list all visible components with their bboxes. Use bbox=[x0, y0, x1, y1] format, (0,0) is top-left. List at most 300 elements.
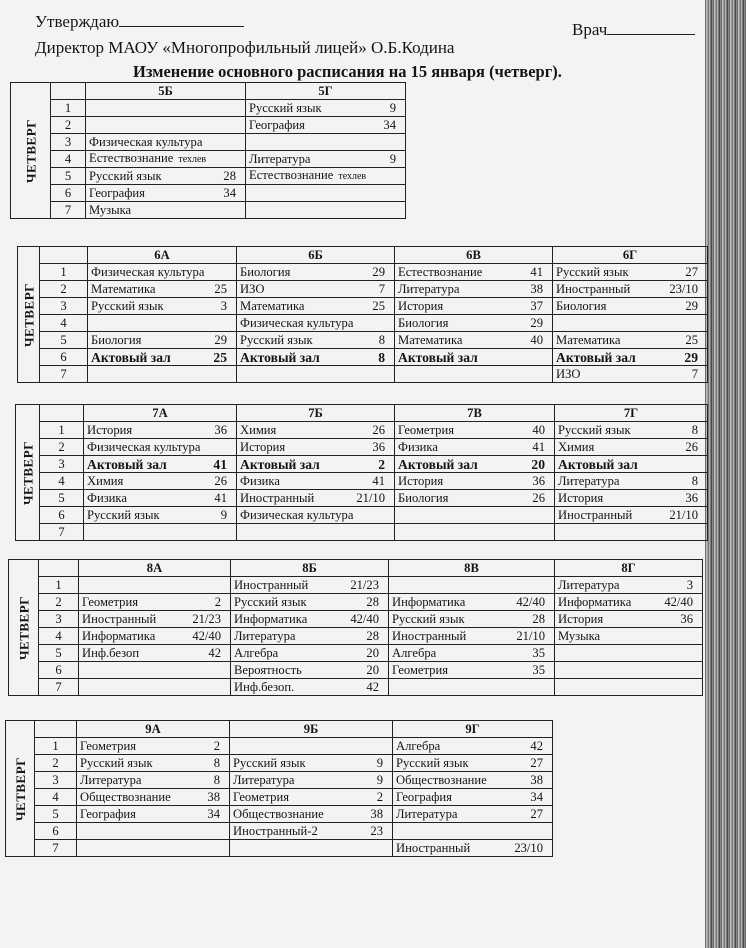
lesson-cell bbox=[389, 679, 555, 696]
room-number: 26 bbox=[372, 422, 385, 437]
lesson-cell bbox=[395, 456, 555, 473]
lesson-cell bbox=[84, 473, 237, 490]
lesson-cell bbox=[389, 628, 555, 645]
lesson-cell bbox=[553, 332, 708, 349]
room-number: 28 bbox=[223, 168, 236, 183]
room-number: 38 bbox=[207, 789, 220, 804]
lesson-cell bbox=[86, 134, 246, 151]
subject-name: Алгебра bbox=[396, 738, 441, 753]
corner-cell bbox=[40, 405, 84, 422]
subject-name: География bbox=[80, 806, 136, 821]
lesson-cell bbox=[555, 439, 708, 456]
lesson-cell bbox=[237, 264, 395, 281]
lesson-cell bbox=[395, 507, 555, 524]
lesson-cell bbox=[88, 264, 237, 281]
lesson-row bbox=[6, 840, 553, 857]
lesson-cell bbox=[555, 577, 703, 594]
lesson-number: 7 bbox=[40, 366, 88, 383]
subject-name: Иностранный bbox=[556, 281, 631, 296]
lesson-cell bbox=[555, 594, 703, 611]
room-number: 36 bbox=[685, 490, 698, 505]
room-number: 27 bbox=[530, 806, 543, 821]
lesson-cell bbox=[555, 473, 708, 490]
room-number: 21/10 bbox=[516, 628, 545, 643]
room-number: 21/23 bbox=[350, 577, 379, 592]
schedule-table bbox=[8, 559, 703, 696]
lesson-cell bbox=[77, 789, 230, 806]
room-number: 21/10 bbox=[669, 507, 698, 522]
subject-name: География bbox=[89, 185, 145, 200]
room-number: 8 bbox=[213, 772, 220, 787]
room-number: 38 bbox=[530, 772, 543, 787]
lesson-number: 2 bbox=[35, 755, 77, 772]
room-number: 36 bbox=[214, 422, 227, 437]
lesson-cell bbox=[230, 789, 393, 806]
room-number: 9 bbox=[376, 772, 383, 787]
room-number: 20 bbox=[531, 456, 545, 472]
room-number: 41 bbox=[372, 473, 385, 488]
lesson-cell bbox=[395, 332, 553, 349]
subject-name: Иностранный bbox=[558, 507, 633, 522]
lesson-cell bbox=[237, 332, 395, 349]
page-title: Изменение основного расписания на 15 января (четверг). bbox=[133, 62, 562, 81]
subject-name: Биология bbox=[398, 490, 449, 505]
lesson-cell bbox=[231, 611, 389, 628]
subject-name: Актовый зал bbox=[91, 349, 171, 365]
subject-name: Русский язык bbox=[558, 422, 631, 437]
lesson-cell bbox=[84, 524, 237, 541]
lesson-cell bbox=[237, 422, 395, 439]
corner-cell bbox=[39, 560, 79, 577]
subject-name: Музыка bbox=[558, 628, 601, 643]
lesson-cell bbox=[395, 439, 555, 456]
room-number: 8 bbox=[691, 422, 698, 437]
lesson-number: 5 bbox=[51, 168, 86, 185]
room-number: 23 bbox=[370, 823, 383, 838]
subject-name: Литература bbox=[80, 772, 142, 787]
lesson-cell bbox=[231, 662, 389, 679]
subject-name: Иностранный-2 bbox=[233, 823, 318, 838]
subject-name: Актовый зал bbox=[87, 456, 167, 472]
lesson-cell bbox=[555, 507, 708, 524]
lesson-number: 5 bbox=[39, 645, 79, 662]
room-number: 28 bbox=[366, 628, 379, 643]
lesson-number: 7 bbox=[51, 202, 86, 219]
lesson-number: 3 bbox=[40, 298, 88, 315]
lesson-row bbox=[6, 823, 553, 840]
subject-name: Физическая культура bbox=[89, 134, 203, 149]
lesson-number: 5 bbox=[40, 332, 88, 349]
room-number: 27 bbox=[685, 264, 698, 279]
room-number: 21/10 bbox=[356, 490, 385, 505]
room-number: 42 bbox=[530, 738, 543, 753]
room-number: 8 bbox=[691, 473, 698, 488]
lesson-cell bbox=[88, 366, 237, 383]
lesson-cell bbox=[237, 315, 395, 332]
day-label: ЧЕТВЕРГ bbox=[16, 405, 40, 541]
room-number: 42/40 bbox=[192, 628, 221, 643]
lesson-row bbox=[16, 473, 708, 490]
class-header: 5Г bbox=[246, 83, 406, 100]
room-number: 9 bbox=[389, 100, 396, 115]
lesson-cell bbox=[77, 823, 230, 840]
table-header-row bbox=[16, 405, 708, 422]
subject-name: ИЗО bbox=[240, 281, 265, 296]
lesson-cell bbox=[230, 738, 393, 755]
lesson-cell bbox=[237, 349, 395, 366]
corner-cell bbox=[51, 83, 86, 100]
lesson-number: 3 bbox=[40, 456, 84, 473]
room-number: 40 bbox=[532, 422, 545, 437]
lesson-cell bbox=[230, 823, 393, 840]
schedule-table bbox=[5, 720, 553, 857]
class-header: 9Б bbox=[230, 721, 393, 738]
room-number: 25 bbox=[213, 349, 227, 365]
lesson-number: 5 bbox=[35, 806, 77, 823]
lesson-number: 4 bbox=[51, 151, 86, 168]
subject-name: Литература bbox=[558, 473, 620, 488]
lesson-cell bbox=[553, 281, 708, 298]
approve-label: Утверждаю bbox=[35, 12, 120, 31]
class-header: 6Г bbox=[553, 247, 708, 264]
subject-name: Геометрия bbox=[80, 738, 137, 753]
room-number: 26 bbox=[214, 473, 227, 488]
subject-name: Русский язык bbox=[240, 332, 313, 347]
lesson-cell bbox=[230, 755, 393, 772]
subject-name: Информатика bbox=[392, 594, 466, 609]
room-number: 37 bbox=[530, 298, 543, 313]
lesson-cell bbox=[86, 151, 246, 168]
lesson-cell bbox=[246, 202, 406, 219]
table-header-row bbox=[18, 247, 708, 264]
subject-name: Иностранный bbox=[82, 611, 157, 626]
room-number: 29 bbox=[685, 298, 698, 313]
lesson-number: 7 bbox=[35, 840, 77, 857]
lesson-cell bbox=[237, 298, 395, 315]
subject-name: Иностранный bbox=[396, 840, 471, 855]
lesson-cell bbox=[86, 202, 246, 219]
subject-name: Геометрия bbox=[233, 789, 290, 804]
lesson-number: 3 bbox=[35, 772, 77, 789]
class-header: 9Г bbox=[393, 721, 553, 738]
lesson-cell bbox=[395, 264, 553, 281]
subject-name: Естествознание bbox=[249, 168, 334, 182]
subject-name: Музыка bbox=[89, 202, 132, 217]
day-label: ЧЕТВЕРГ bbox=[11, 83, 51, 219]
subject-name: Иностранный bbox=[240, 490, 315, 505]
class-header: 5Б bbox=[86, 83, 246, 100]
lesson-cell bbox=[393, 755, 553, 772]
lesson-cell bbox=[84, 456, 237, 473]
room-number: 23/10 bbox=[669, 281, 698, 296]
room-number: 29 bbox=[530, 315, 543, 330]
room-number: 25 bbox=[372, 298, 385, 313]
lesson-row bbox=[6, 772, 553, 789]
lesson-cell bbox=[393, 823, 553, 840]
room-number: 42/40 bbox=[664, 594, 693, 609]
lesson-cell bbox=[79, 611, 231, 628]
stacked-pages-edge bbox=[705, 0, 746, 948]
subject-name: Естествознание bbox=[89, 151, 174, 165]
lesson-row bbox=[11, 151, 406, 168]
subject-name: ИЗО bbox=[556, 366, 581, 381]
subject-name: Литература bbox=[398, 281, 460, 296]
subject-name: История bbox=[240, 439, 286, 454]
lesson-cell bbox=[555, 490, 708, 507]
lesson-row bbox=[9, 577, 703, 594]
lesson-cell bbox=[395, 490, 555, 507]
schedule-table bbox=[15, 404, 708, 541]
lesson-cell bbox=[395, 315, 553, 332]
subject-name: Русский язык bbox=[249, 100, 322, 115]
room-number: 20 bbox=[366, 645, 379, 660]
room-number: 36 bbox=[680, 611, 693, 626]
lesson-cell bbox=[237, 366, 395, 383]
room-number: 42/40 bbox=[516, 594, 545, 609]
approval-line bbox=[35, 12, 244, 32]
teacher-note: техлев bbox=[338, 171, 367, 182]
lesson-cell bbox=[553, 349, 708, 366]
room-number: 28 bbox=[366, 594, 379, 609]
table-header-row bbox=[11, 83, 406, 100]
lesson-number: 1 bbox=[40, 264, 88, 281]
subject-name: Инф.безоп bbox=[82, 645, 140, 660]
room-number: 2 bbox=[214, 594, 221, 609]
lesson-cell bbox=[555, 422, 708, 439]
schedule-table bbox=[10, 82, 406, 219]
class-header: 7Г bbox=[555, 405, 708, 422]
lesson-cell bbox=[77, 806, 230, 823]
day-label: ЧЕТВЕРГ bbox=[18, 247, 40, 383]
subject-name: Физика bbox=[240, 473, 280, 488]
lesson-cell bbox=[395, 366, 553, 383]
subject-name: Математика bbox=[240, 298, 305, 313]
lesson-cell bbox=[237, 490, 395, 507]
lesson-cell bbox=[389, 662, 555, 679]
class-header: 7А bbox=[84, 405, 237, 422]
subject-name: Физическая культура bbox=[240, 315, 354, 330]
lesson-cell bbox=[237, 439, 395, 456]
lesson-cell bbox=[395, 298, 553, 315]
subject-name: Геометрия bbox=[82, 594, 139, 609]
subject-name: Математика bbox=[556, 332, 621, 347]
room-number: 2 bbox=[378, 456, 385, 472]
lesson-row bbox=[9, 628, 703, 645]
lesson-cell bbox=[230, 806, 393, 823]
lesson-row bbox=[9, 662, 703, 679]
subject-name: Актовый зал bbox=[558, 456, 638, 472]
lesson-row bbox=[11, 168, 406, 185]
lesson-number: 3 bbox=[51, 134, 86, 151]
room-number: 29 bbox=[214, 332, 227, 347]
lesson-cell bbox=[84, 507, 237, 524]
lesson-row bbox=[18, 366, 708, 383]
lesson-number: 1 bbox=[51, 100, 86, 117]
class-header: 6В bbox=[395, 247, 553, 264]
lesson-cell bbox=[555, 456, 708, 473]
subject-name: История bbox=[398, 298, 444, 313]
lesson-cell bbox=[79, 577, 231, 594]
lesson-number: 2 bbox=[51, 117, 86, 134]
lesson-row bbox=[9, 594, 703, 611]
subject-name: Русский язык bbox=[91, 298, 164, 313]
subject-name: Математика bbox=[398, 332, 463, 347]
lesson-cell bbox=[231, 577, 389, 594]
lesson-number: 6 bbox=[40, 349, 88, 366]
subject-name: Физическая культура bbox=[91, 264, 205, 279]
room-number: 34 bbox=[207, 806, 220, 821]
lesson-cell bbox=[246, 134, 406, 151]
lesson-cell bbox=[88, 281, 237, 298]
subject-name: Русский язык bbox=[87, 507, 160, 522]
subject-name: Литература bbox=[249, 151, 311, 166]
room-number: 34 bbox=[223, 185, 236, 200]
lesson-cell bbox=[237, 281, 395, 298]
lesson-cell bbox=[389, 594, 555, 611]
subject-name: Актовый зал bbox=[240, 349, 320, 365]
room-number: 3 bbox=[686, 577, 693, 592]
room-number: 41 bbox=[532, 439, 545, 454]
lesson-number: 4 bbox=[40, 315, 88, 332]
room-number: 28 bbox=[532, 611, 545, 626]
room-number: 8 bbox=[378, 332, 385, 347]
subject-name: География bbox=[249, 117, 305, 132]
subject-name: Литература bbox=[234, 628, 296, 643]
lesson-row bbox=[18, 281, 708, 298]
class-header: 8В bbox=[389, 560, 555, 577]
room-number: 27 bbox=[530, 755, 543, 770]
subject-name: Алгебра bbox=[234, 645, 279, 660]
lesson-cell bbox=[553, 366, 708, 383]
room-number: 9 bbox=[376, 755, 383, 770]
lesson-cell bbox=[77, 738, 230, 755]
room-number: 34 bbox=[383, 117, 396, 132]
lesson-cell bbox=[79, 662, 231, 679]
lesson-row bbox=[18, 298, 708, 315]
lesson-cell bbox=[230, 772, 393, 789]
lesson-number: 5 bbox=[40, 490, 84, 507]
lesson-row bbox=[16, 524, 708, 541]
lesson-row bbox=[9, 679, 703, 696]
lesson-cell bbox=[84, 490, 237, 507]
subject-name: Русский язык bbox=[234, 594, 307, 609]
lesson-cell bbox=[246, 185, 406, 202]
room-number: 25 bbox=[685, 332, 698, 347]
subject-name: География bbox=[396, 789, 452, 804]
subject-name: Литература bbox=[558, 577, 620, 592]
doctor-label: Врач bbox=[572, 20, 608, 39]
lesson-cell bbox=[77, 755, 230, 772]
day-label: ЧЕТВЕРГ bbox=[9, 560, 39, 696]
lesson-cell bbox=[84, 439, 237, 456]
lesson-number: 7 bbox=[39, 679, 79, 696]
subject-name: Физика bbox=[87, 490, 127, 505]
lesson-number: 3 bbox=[39, 611, 79, 628]
lesson-cell bbox=[237, 524, 395, 541]
lesson-row bbox=[18, 264, 708, 281]
subject-name: Литература bbox=[233, 772, 295, 787]
lesson-cell bbox=[88, 332, 237, 349]
schedule-table bbox=[17, 246, 708, 383]
room-number: 41 bbox=[214, 490, 227, 505]
subject-name: Физика bbox=[398, 439, 438, 454]
class-header: 9А bbox=[77, 721, 230, 738]
subject-name: Геометрия bbox=[398, 422, 455, 437]
lesson-row bbox=[16, 422, 708, 439]
class-header: 7Б bbox=[237, 405, 395, 422]
table-header-row bbox=[6, 721, 553, 738]
room-number: 2 bbox=[376, 789, 383, 804]
subject-name: Информатика bbox=[234, 611, 308, 626]
room-number: 38 bbox=[530, 281, 543, 296]
subject-name: Русский язык bbox=[392, 611, 465, 626]
room-number: 41 bbox=[530, 264, 543, 279]
subject-name: Обществознание bbox=[233, 806, 324, 821]
room-number: 42/40 bbox=[350, 611, 379, 626]
lesson-cell bbox=[555, 662, 703, 679]
class-header: 8А bbox=[79, 560, 231, 577]
subject-name: Иностранный bbox=[392, 628, 467, 643]
lesson-cell bbox=[393, 738, 553, 755]
lesson-cell bbox=[79, 645, 231, 662]
subject-name: Химия bbox=[558, 439, 595, 454]
subject-name: Актовый зал bbox=[398, 349, 478, 365]
room-number: 29 bbox=[372, 264, 385, 279]
lesson-cell bbox=[395, 349, 553, 366]
room-number: 9 bbox=[389, 151, 396, 166]
lesson-cell bbox=[84, 422, 237, 439]
lesson-cell bbox=[86, 168, 246, 185]
lesson-cell bbox=[88, 298, 237, 315]
lesson-cell bbox=[231, 679, 389, 696]
lesson-cell bbox=[555, 611, 703, 628]
lesson-cell bbox=[77, 772, 230, 789]
lesson-number: 2 bbox=[40, 439, 84, 456]
subject-name: Инф.безоп. bbox=[234, 679, 295, 694]
class-header: 8Г bbox=[555, 560, 703, 577]
room-number: 40 bbox=[530, 332, 543, 347]
lesson-cell bbox=[555, 628, 703, 645]
lesson-cell bbox=[393, 789, 553, 806]
lesson-number: 6 bbox=[35, 823, 77, 840]
lesson-cell bbox=[246, 117, 406, 134]
lesson-cell bbox=[395, 524, 555, 541]
subject-name: История bbox=[398, 473, 444, 488]
subject-name: Литература bbox=[396, 806, 458, 821]
lesson-cell bbox=[389, 611, 555, 628]
lesson-row bbox=[6, 755, 553, 772]
subject-name: Геометрия bbox=[392, 662, 449, 677]
lesson-number: 4 bbox=[35, 789, 77, 806]
class-header: 6Б bbox=[237, 247, 395, 264]
lesson-cell bbox=[393, 772, 553, 789]
subject-name: Химия bbox=[87, 473, 124, 488]
lesson-cell bbox=[231, 628, 389, 645]
lesson-row bbox=[18, 349, 708, 366]
subject-name: Русский язык bbox=[556, 264, 629, 279]
class-header: 7В bbox=[395, 405, 555, 422]
subject-name: История bbox=[558, 490, 604, 505]
approve-signature-line bbox=[119, 12, 244, 27]
lesson-number: 4 bbox=[39, 628, 79, 645]
room-number: 2 bbox=[213, 738, 220, 753]
lesson-row bbox=[9, 645, 703, 662]
lesson-cell bbox=[88, 315, 237, 332]
lesson-cell bbox=[246, 100, 406, 117]
lesson-number: 2 bbox=[39, 594, 79, 611]
room-number: 42 bbox=[208, 645, 221, 660]
subject-name: Актовый зал bbox=[398, 456, 478, 472]
